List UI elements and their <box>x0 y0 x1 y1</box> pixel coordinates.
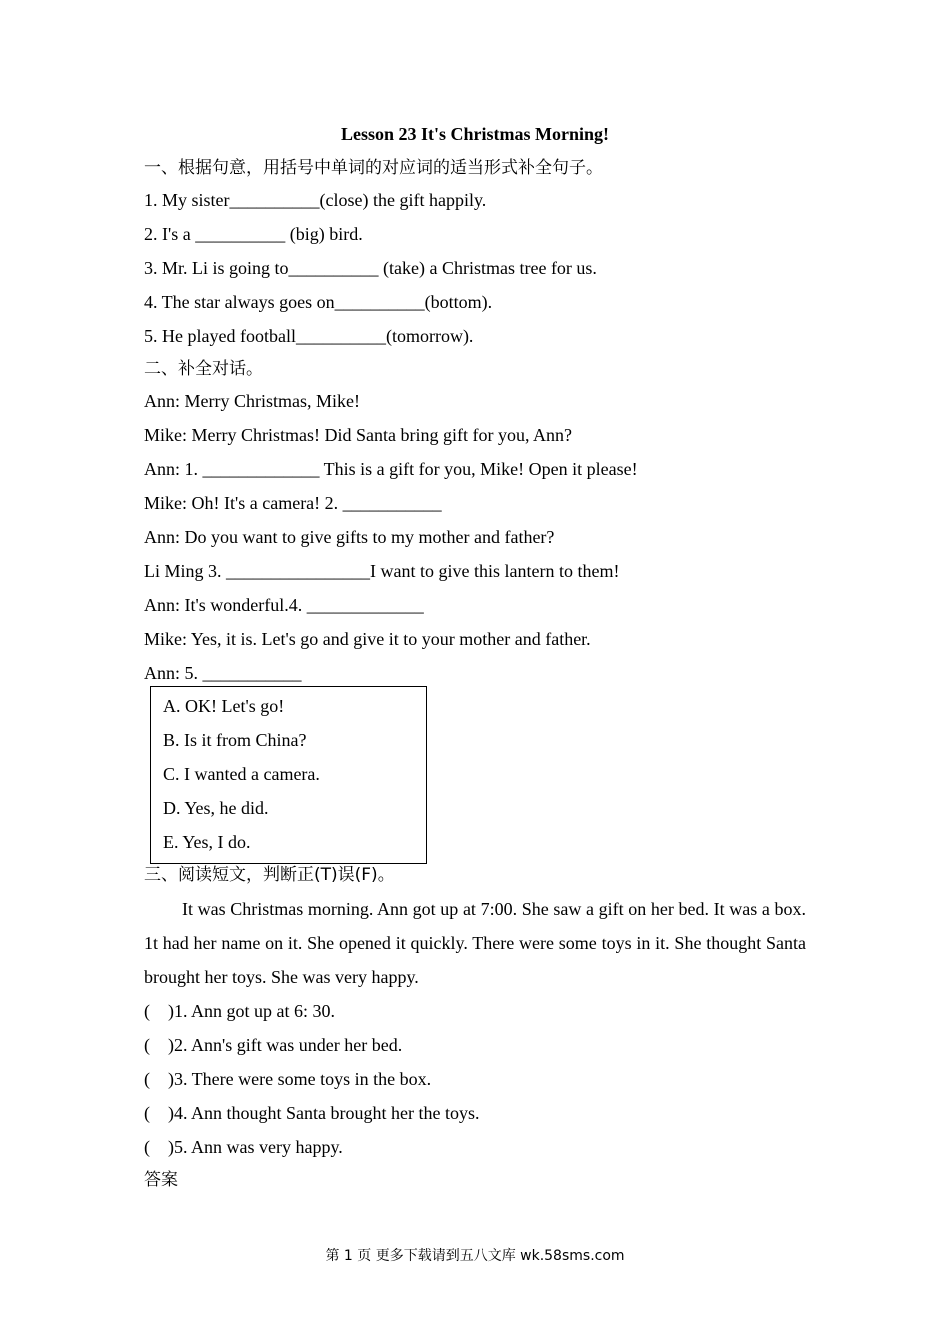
dialogue-line: Ann: Do you want to give gifts to my mother and father? <box>144 527 555 547</box>
lesson-title: Lesson 23 It's Christmas Morning! <box>340 124 609 144</box>
answer-label: 答案 <box>144 1170 178 1190</box>
section1-item: 2. I's a __________ (big) bird. <box>144 224 363 244</box>
dialogue-line: Mike: Yes, it is. Let's go and give it to your mother and father. <box>144 629 591 649</box>
dialogue-line: Ann: 1. _____________ This is a gift for you, Mike! Open it please! <box>144 459 638 479</box>
judge-item: ( )5. Ann was very happy. <box>144 1137 343 1157</box>
section1-item: 5. He played football__________(tomorrow). <box>144 326 474 346</box>
judge-item: ( )4. Ann thought Santa brought her the toys. <box>144 1103 480 1123</box>
option-item: C. I wanted a camera. <box>163 764 320 784</box>
section1-item: 4. The star always goes on__________(bottom). <box>144 292 493 312</box>
options-box <box>150 686 427 864</box>
page-footer: 第 1 页 更多下载请到五八文库 wk.58sms.com <box>325 1248 625 1264</box>
dialogue-line: Ann: 5. ___________ <box>144 663 302 683</box>
dialogue-line: Mike: Oh! It's a camera! 2. ___________ <box>144 493 442 513</box>
dialogue-line: Li Ming 3. ________________I want to give this lantern to them! <box>144 561 620 581</box>
option-item: B. Is it from China? <box>163 730 307 750</box>
reading-passage <box>144 892 806 994</box>
judge-item: ( )1. Ann got up at 6: 30. <box>144 1001 335 1021</box>
section1-item: 3. Mr. Li is going to__________ (take) a Christmas tree for us. <box>144 258 597 278</box>
judge-item: ( )3. There were some toys in the box. <box>144 1069 432 1089</box>
dialogue-line: Ann: Merry Christmas, Mike! <box>144 391 360 411</box>
option-item: D. Yes, he did. <box>163 798 269 818</box>
section1-heading: 一、根据句意，用括号中单词的对应词的适当形式补全句子。 <box>144 158 603 178</box>
option-item: E. Yes, I do. <box>163 832 251 852</box>
section3-heading: 三、阅读短文，判断正(T)误(F)。 <box>144 865 395 885</box>
dialogue-line: Mike: Merry Christmas! Did Santa bring gift for you, Ann? <box>144 425 572 445</box>
section2-heading: 二、补全对话。 <box>144 359 263 379</box>
option-item: A. OK! Let's go! <box>163 696 285 716</box>
section1-item: 1. My sister__________(close) the gift happily. <box>144 190 487 210</box>
judge-item: ( )2. Ann's gift was under her bed. <box>144 1035 403 1055</box>
passage-text: It was Christmas morning. Ann got up at 7:00. She saw a gift on her bed. It was a box. 1t had her name on it. She opened it quickly. There were some toys in it. She thought Santa brought her toys. She was very happy. <box>144 899 806 987</box>
dialogue-line: Ann: It's wonderful.4. _____________ <box>144 595 424 615</box>
